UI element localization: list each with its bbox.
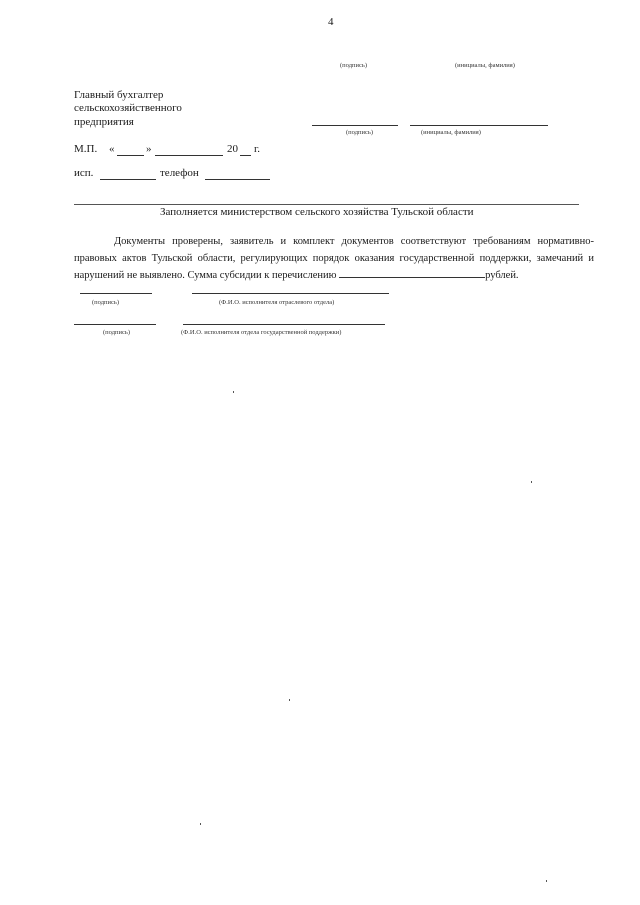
date-year-suffix: г. <box>254 143 261 155</box>
row2-signature-caption: (подпись) <box>103 329 130 336</box>
scan-speck <box>233 391 234 393</box>
accountant-initials-line[interactable] <box>410 125 548 126</box>
phone-line[interactable] <box>205 179 270 180</box>
row2-name-line[interactable] <box>183 324 385 325</box>
scan-speck <box>531 481 532 483</box>
stamp-mp: М.П. <box>74 143 98 155</box>
ministry-heading: Заполняется министерством сельского хозяйства Тульской области <box>160 206 474 218</box>
date-year-prefix: 20 <box>227 143 238 155</box>
verification-paragraph <box>74 233 594 284</box>
row2-name-caption: (Ф.И.О. исполнителя отдела государственной поддержки) <box>181 329 342 336</box>
scan-speck <box>546 880 547 882</box>
subsidy-amount-line[interactable] <box>339 267 485 278</box>
row2-signature-line[interactable] <box>74 324 156 325</box>
top-signature-caption: (подпись) <box>340 62 367 69</box>
row1-name-caption: (Ф.И.О. исполнителя отраслевого отдела) <box>219 299 335 306</box>
paragraph-suffix: рублей. <box>485 270 519 281</box>
top-initials-caption: (инициалы, фамилия) <box>455 62 515 69</box>
date-open-quote: « <box>109 143 115 155</box>
section-divider <box>74 204 579 205</box>
scan-speck <box>200 823 201 825</box>
executor-line[interactable] <box>100 179 156 180</box>
scan-speck <box>289 699 290 701</box>
row1-name-line[interactable] <box>192 293 389 294</box>
paragraph-text: Документы проверены, заявитель и комплект документов соответствуют требованиям нормативно-правовых актов Тульской области, регулирующих порядок оказания государственной поддержки, замечаний и нарушений не выявлено. Сумма субсидии к перечислению <box>74 236 594 281</box>
accountant-signature-caption: (подпись) <box>346 129 373 136</box>
page-number: 4 <box>328 16 334 28</box>
row1-signature-caption: (подпись) <box>92 299 119 306</box>
accountant-signature-line[interactable] <box>312 125 398 126</box>
executor-label: исп. <box>74 167 94 179</box>
accountant-title-line1: Главный бухгалтер <box>74 89 164 101</box>
row1-signature-line[interactable] <box>80 293 152 294</box>
accountant-initials-caption: (инициалы, фамилия) <box>421 129 481 136</box>
accountant-title-line3: предприятия <box>74 116 134 128</box>
phone-label: телефон <box>160 167 199 179</box>
date-month-line[interactable] <box>155 155 223 156</box>
accountant-title-line2: сельскохозяйственного <box>74 102 182 114</box>
date-year-line[interactable] <box>240 155 251 156</box>
date-close-quote: » <box>146 143 152 155</box>
date-day-line[interactable] <box>117 155 144 156</box>
